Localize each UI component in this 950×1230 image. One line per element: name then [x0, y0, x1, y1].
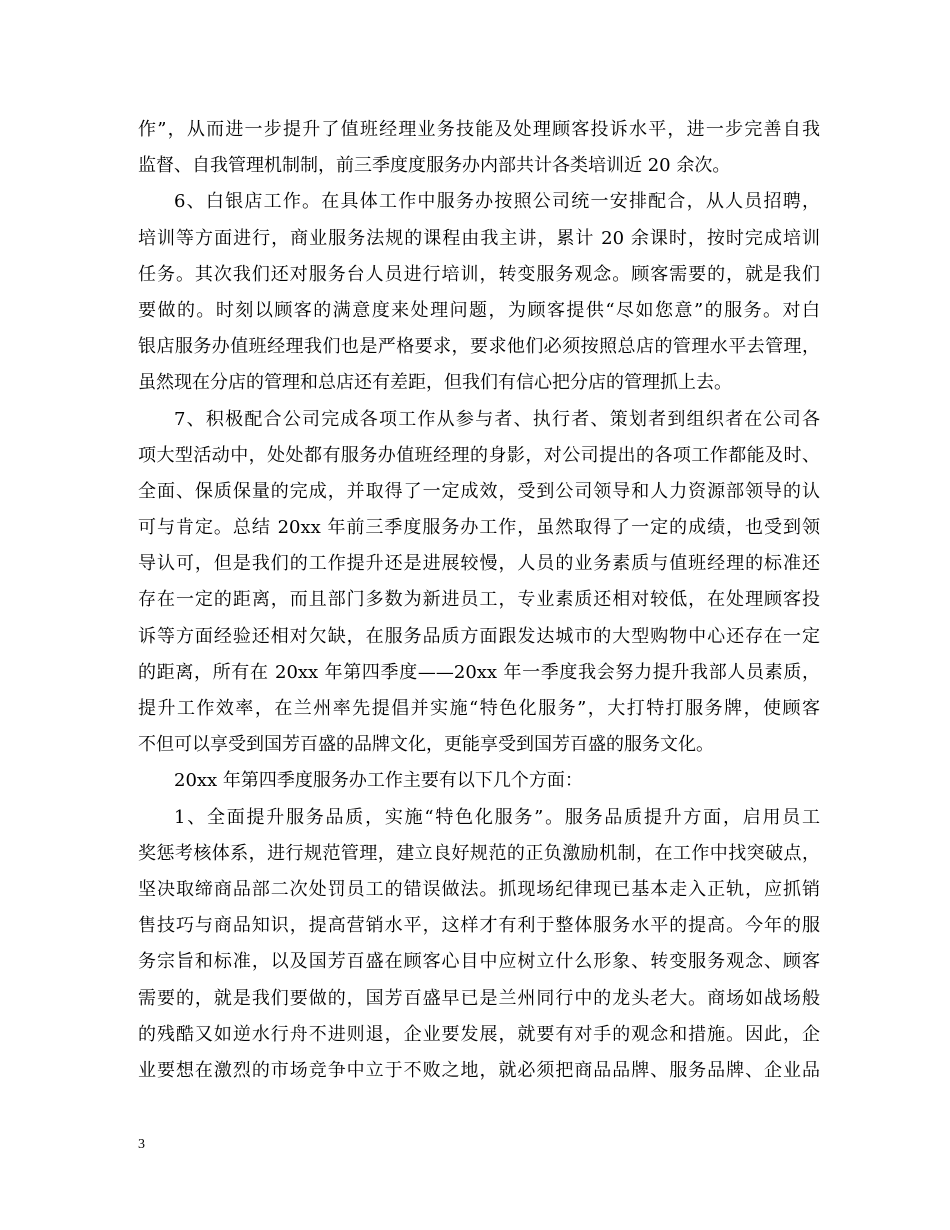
text-line: 售技巧与商品知识，提高营销水平，这样才有利于整体服务水平的提高。今年的服 [138, 915, 820, 937]
text-line: 务宗旨和标准，以及国芳百盛在顾客心目中应树立什么形象、转变服务观念、顾客 [138, 951, 820, 973]
text-line: 培训等方面进行，商业服务法规的课程由我主讲，累计 20 余课时，按时完成培训 [138, 227, 820, 249]
text-line: 诉等方面经验还相对欠缺，在服务品质方面跟发达城市的大型购物中心还存在一定 [138, 625, 820, 647]
text-line: 导认可，但是我们的工作提升还是进展较慢，人员的业务素质与值班经理的标准还 [138, 553, 820, 575]
text-line: 虽然现在分店的管理和总店还有差距，但我们有信心把分店的管理抓上去。 [138, 372, 732, 394]
text-line: 要做的。时刻以顾客的满意度来处理问题，为顾客提供“尽如您意”的服务。对白 [138, 299, 820, 321]
text-line: 监督、自我管理机制制，前三季度度服务办内部共计各类培训近 20 余次。 [138, 155, 731, 177]
page-number: 3 [138, 1137, 145, 1152]
text-line: 奖惩考核体系，进行规范管理，建立良好规范的正负激励机制，在工作中找突破点， [138, 842, 820, 864]
text-line: 银店服务办值班经理我们也是严格要求，要求他们必须按照总店的管理水平去管理， [138, 336, 820, 358]
text-line: 20xx 年第四季度服务办工作主要有以下几个方面： [174, 770, 583, 792]
text-line: 需要的，就是我们要做的，国芳百盛早已是兰州同行中的龙头老大。商场如战场般 [138, 987, 820, 1009]
text-line: 业要想在激烈的市场竞争中立于不败之地，就必须把商品品牌、服务品牌、企业品 [138, 1059, 820, 1081]
text-line: 可与肯定。总结 20xx 年前三季度服务办工作，虽然取得了一定的成绩，也受到领 [138, 517, 820, 539]
text-line: 作”，从而进一步提升了值班经理业务技能及处理顾客投诉水平，进一步完善自我 [138, 119, 820, 140]
text-line: 存在一定的距离，而且部门多数为新进员工，专业素质还相对较低，在处理顾客投 [138, 589, 820, 611]
text-line: 项大型活动中，处处都有服务办值班经理的身影，对公司提出的各项工作都能及时、 [138, 444, 820, 466]
document-body [138, 112, 820, 1089]
text-line: 任务。其次我们还对服务台人员进行培训，转变服务观念。顾客需要的，就是我们 [138, 263, 820, 285]
text-line: 1、全面提升服务品质，实施“特色化服务”。服务品质提升方面，启用员工 [174, 806, 820, 828]
text-line: 全面、保质保量的完成，并取得了一定成效，受到公司领导和人力资源部领导的认 [138, 480, 820, 502]
text-line: 提升工作效率，在兰州率先提倡并实施“特色化服务”，大打特打服务牌，使顾客 [138, 698, 820, 719]
text-line: 坚决取缔商品部二次处罚员工的错误做法。抓现场纪律现已基本走入正轨，应抓销 [138, 878, 820, 900]
text-line: 的距离，所有在 20xx 年第四季度——20xx 年一季度我会努力提升我部人员素质， [138, 661, 820, 683]
text-line: 6、白银店工作。在具体工作中服务办按照公司统一安排配合，从人员招聘， [174, 191, 820, 213]
text-line: 7、积极配合公司完成各项工作从参与者、执行者、策划者到组织者在公司各 [174, 408, 820, 430]
text-line: 的残酷又如逆水行舟不进则退，企业要发展，就要有对手的观念和措施。因此，企 [138, 1023, 820, 1045]
text-line: 不但可以享受到国芳百盛的品牌文化，更能享受到国芳百盛的服务文化。 [138, 734, 714, 756]
